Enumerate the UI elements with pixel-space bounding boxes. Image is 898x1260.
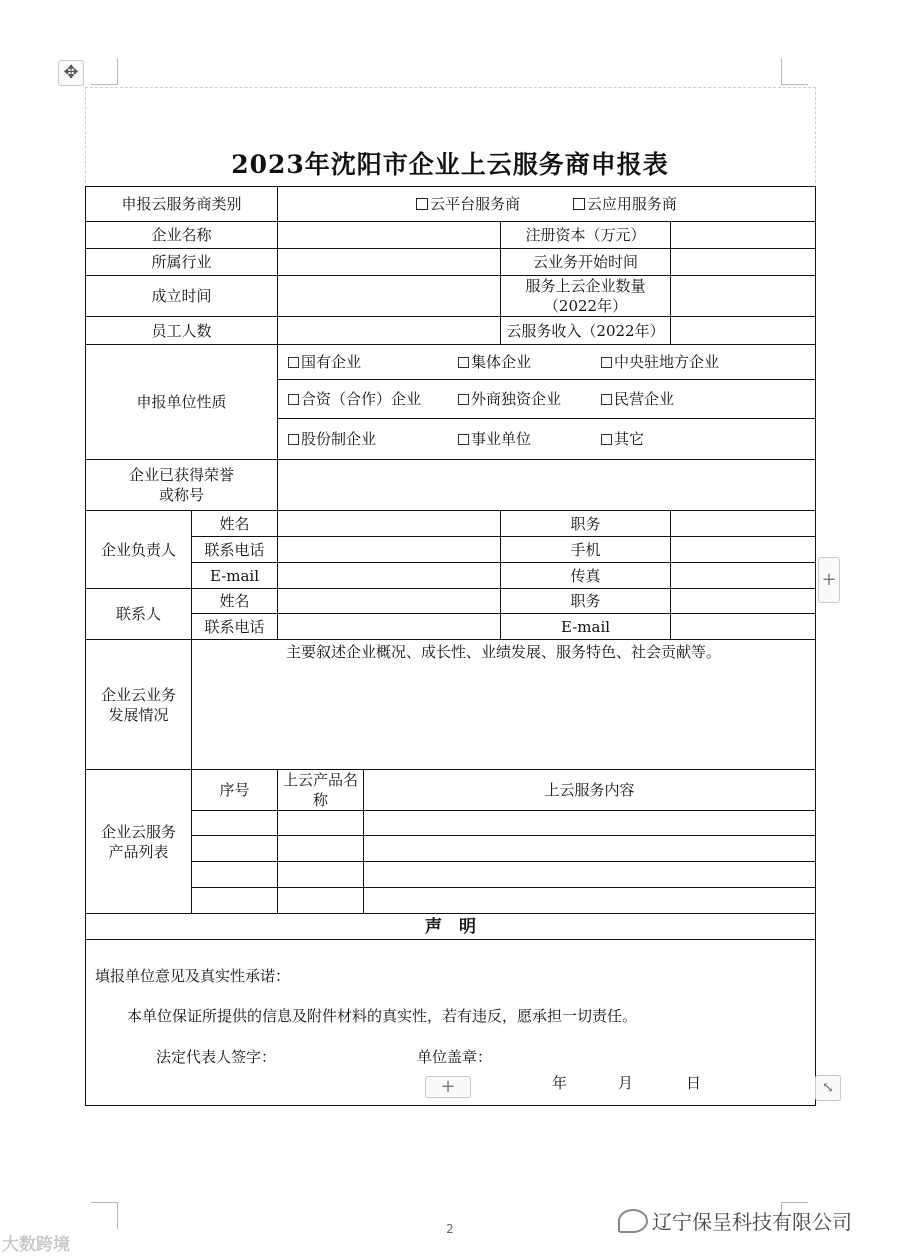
checkbox-icon[interactable] (458, 357, 469, 368)
contact-title-field[interactable] (671, 589, 816, 614)
leader-name-label: 姓名 (192, 511, 278, 537)
checkbox-icon[interactable] (601, 434, 612, 445)
product-name-cell[interactable] (278, 862, 364, 888)
checkbox-icon[interactable] (288, 357, 299, 368)
declaration-heading: 声 明 (86, 914, 816, 940)
row-nature (86, 345, 816, 460)
contact-email-field[interactable] (671, 614, 816, 640)
date-month-label: 月 (618, 1074, 634, 1092)
row-staff (86, 317, 816, 345)
served-companies-label: 服务上云企业数量（2022年） (501, 276, 671, 317)
product-content-cell[interactable] (364, 811, 816, 836)
checkbox-icon[interactable] (573, 198, 585, 210)
nature-label: 申报单位性质 (86, 345, 278, 460)
declaration-line-2: 本单位保证所提供的信息及附件材料的真实性，若有违反，愿承担一切责任。 (127, 1007, 638, 1025)
table-row (86, 888, 816, 914)
option-foreign-owned[interactable]: 外商独资企业 (458, 389, 601, 409)
registered-capital-field[interactable] (671, 222, 816, 249)
cloud-revenue-field[interactable] (671, 317, 816, 345)
option-cloud-platform[interactable]: 云平台服务商 (416, 195, 525, 213)
founded-field[interactable] (278, 276, 501, 317)
leader-name-field[interactable] (278, 511, 501, 537)
option-private[interactable]: 民营企业 (601, 389, 674, 409)
col-name-header: 上云产品名称 (278, 770, 364, 811)
products-label: 企业云服务 产品列表 (86, 770, 192, 914)
cloud-revenue-label: 云服务收入（2022年） (501, 317, 671, 345)
table-row (86, 811, 816, 836)
option-central-local[interactable]: 中央驻地方企业 (601, 352, 719, 372)
industry-label: 所属行业 (86, 249, 278, 276)
row-industry (86, 249, 816, 276)
industry-field[interactable] (278, 249, 501, 276)
table-row (86, 836, 816, 862)
leader-fax-label: 传真 (501, 563, 671, 589)
row-founded (86, 276, 816, 317)
product-name-cell[interactable] (278, 836, 364, 862)
row-company (86, 222, 816, 249)
contact-title-label: 职务 (501, 589, 671, 614)
company-name-field[interactable] (278, 222, 501, 249)
contact-phone-label: 联系电话 (192, 614, 278, 640)
option-joint-stock[interactable]: 股份制企业 (278, 429, 458, 449)
honors-field[interactable] (278, 460, 816, 511)
option-cloud-application[interactable]: 云应用服务商 (573, 195, 677, 213)
option-collective[interactable]: 集体企业 (458, 352, 601, 372)
development-field[interactable] (192, 640, 816, 770)
leader-fax-field[interactable] (671, 563, 816, 589)
col-no-header: 序号 (192, 770, 278, 811)
company-name-label: 企业名称 (86, 222, 278, 249)
add-row-plus-icon[interactable]: + (425, 1076, 471, 1098)
date-day-label: 日 (686, 1074, 702, 1092)
row-category (86, 187, 816, 222)
row-declaration-heading (86, 914, 816, 940)
leader-mobile-field[interactable] (671, 537, 816, 563)
contact-name-label: 姓名 (192, 589, 278, 614)
leader-title-field[interactable] (671, 511, 816, 537)
row-leader-phone (86, 537, 816, 563)
page-corner-bottom-left (91, 1202, 118, 1229)
page-title: 2023年沈阳市企业上云服务商申报表 (231, 150, 669, 179)
product-no-cell[interactable] (192, 811, 278, 836)
product-content-cell[interactable] (364, 888, 816, 914)
watermark-right: 辽宁保呈科技有限公司 (618, 1206, 852, 1235)
honors-label: 企业已获得荣誉 或称号 (86, 460, 278, 511)
leader-label: 企业负责人 (86, 511, 192, 589)
development-label: 企业云业务 发展情况 (86, 640, 192, 770)
page-corner-top-left (91, 58, 118, 85)
declaration-line-1: 填报单位意见及真实性承诺： (95, 967, 291, 985)
registered-capital-label: 注册资本（万元） (501, 222, 671, 249)
row-leader-name (86, 511, 816, 537)
row-products-header (86, 770, 816, 811)
table-resize-icon[interactable]: ⤡ (815, 1075, 841, 1101)
application-form-table (85, 186, 816, 1106)
page-corner-top-right (781, 58, 808, 85)
category-options (278, 187, 816, 222)
option-public-institution[interactable]: 事业单位 (458, 429, 601, 449)
company-seal-label: 单位盖章： (417, 1048, 493, 1066)
add-column-plus-icon[interactable]: + (818, 557, 840, 603)
cloud-start-field[interactable] (671, 249, 816, 276)
development-hint: 主要叙述企业概况、成长性、业绩发展、服务特色、社会贡献等。 (286, 643, 722, 661)
staff-field[interactable] (278, 317, 501, 345)
row-development (86, 640, 816, 770)
product-content-cell[interactable] (364, 862, 816, 888)
leader-phone-field[interactable] (278, 537, 501, 563)
legal-rep-signature-label: 法定代表人签字： (156, 1048, 277, 1066)
leader-title-label: 职务 (501, 511, 671, 537)
contact-phone-field[interactable] (278, 614, 501, 640)
product-no-cell[interactable] (192, 836, 278, 862)
cloud-start-label: 云业务开始时间 (501, 249, 671, 276)
contact-name-field[interactable] (278, 589, 501, 614)
leader-email-label: E-mail (192, 563, 278, 589)
checkbox-icon[interactable] (601, 357, 612, 368)
checkbox-icon[interactable] (288, 394, 299, 405)
served-companies-field[interactable] (671, 276, 816, 317)
wechat-icon (618, 1209, 648, 1233)
row-contact-phone (86, 614, 816, 640)
product-content-cell[interactable] (364, 836, 816, 862)
founded-label: 成立时间 (86, 276, 278, 317)
row-honors (86, 460, 816, 511)
product-name-cell[interactable] (278, 811, 364, 836)
checkbox-icon[interactable] (416, 198, 428, 210)
checkbox-icon[interactable] (458, 434, 469, 445)
date-year-label: 年 (552, 1074, 568, 1092)
product-name-cell[interactable] (278, 888, 364, 914)
watermark-left: 大数跨境 (2, 1235, 70, 1255)
nature-options (278, 345, 816, 460)
checkbox-icon[interactable] (288, 434, 299, 445)
category-label: 申报云服务商类别 (86, 187, 278, 222)
leader-mobile-label: 手机 (501, 537, 671, 563)
staff-label: 员工人数 (86, 317, 278, 345)
col-content-header: 上云服务内容 (364, 770, 816, 811)
page-number: 2 (446, 1222, 454, 1236)
option-joint-venture[interactable]: 合资（合作）企业 (278, 389, 458, 409)
leader-phone-label: 联系电话 (192, 537, 278, 563)
row-contact-name (86, 589, 816, 614)
checkbox-icon[interactable] (601, 394, 612, 405)
row-leader-email (86, 563, 816, 589)
option-state-owned[interactable]: 国有企业 (278, 352, 458, 372)
product-no-cell[interactable] (192, 888, 278, 914)
table-row (86, 862, 816, 888)
contact-email-label: E-mail (501, 614, 671, 640)
leader-email-field[interactable] (278, 563, 501, 589)
option-other[interactable]: 其它 (601, 429, 644, 449)
table-move-icon[interactable]: ✥ (58, 60, 84, 86)
product-no-cell[interactable] (192, 862, 278, 888)
checkbox-icon[interactable] (458, 394, 469, 405)
contact-label: 联系人 (86, 589, 192, 640)
